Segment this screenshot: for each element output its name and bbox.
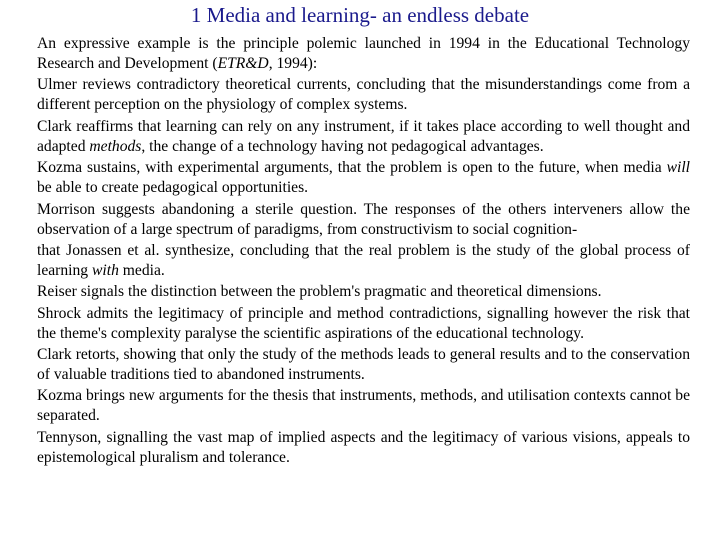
paragraph-kozma	[37, 158, 690, 198]
paragraph-text: that Jonassen et al. synthesize, concluding that the real problem is the study of the global process of learning	[37, 241, 690, 279]
paragraph-clark-retort	[37, 345, 690, 385]
paragraph-text: , 1994):	[268, 55, 318, 73]
paragraph-emphasis: with	[92, 261, 119, 279]
paragraph-kozma-arguments	[37, 386, 690, 426]
paragraph-tennyson	[37, 428, 690, 468]
paragraph-etrd	[37, 34, 690, 74]
paragraph-text: Reiser signals the distinction between the problem's pragmatic and theoretical dimensions.	[37, 283, 602, 301]
paragraph-text: Kozma sustains, with experimental arguments, that the problem is open to the future, when media	[37, 159, 667, 177]
paragraph-clark	[37, 117, 690, 157]
paragraph-text: Morrison suggests abandoning a sterile question. The responses of the others interveners allow the observation of a large spectrum of paradigms, from constructivism to social cognition-	[37, 200, 690, 238]
paragraph-text: media.	[118, 261, 165, 279]
slide-title: 1 Media and learning- an endless debate	[190, 3, 530, 27]
paragraph-text: Clark retorts, showing that only the study of the methods leads to general results and to the conservation of valuable traditions tied to abandoned instruments.	[37, 345, 690, 383]
paragraph-emphasis: will	[666, 159, 690, 177]
paragraph-text: Shrock admits the legitimacy of principle and method contradictions, signalling however the risk that the theme's complexity paralyse the scientific aspirations of the educational technology.	[37, 304, 690, 342]
paragraph-text: Kozma brings new arguments for the thesis that instruments, methods, and utilisation contexts cannot be separated.	[37, 387, 690, 425]
paragraph-emphasis: methods	[89, 137, 142, 155]
paragraph-ulmer	[37, 75, 690, 115]
paragraph-morrison	[37, 200, 690, 240]
paragraph-emphasis: ETR&D	[217, 55, 269, 73]
paragraph-text: Ulmer reviews contradictory theoretical currents, concluding that the misunderstandings come from a different perception on the physiology of complex systems.	[37, 76, 690, 114]
paragraph-jonassen	[37, 241, 690, 281]
paragraph-text: be able to create pedagogical opportunities.	[37, 179, 309, 197]
paragraph-text: Tennyson, signalling the vast map of implied aspects and the legitimacy of various visions, appeals to epistemological pluralism and tolerance.	[37, 428, 690, 466]
paragraph-text: Clark reaffirms that learning can rely on any instrument, if it takes place according to well thought and adapted	[37, 117, 690, 155]
paragraph-text: , the change of a technology having not pedagogical advantages.	[141, 137, 544, 155]
paragraph-reiser	[37, 282, 690, 302]
paragraph-text: An expressive example is the principle polemic launched in 1994 in the Educational Technology Research and Development (	[37, 35, 690, 73]
paragraph-shrock	[37, 304, 690, 344]
slide-body	[37, 34, 690, 468]
